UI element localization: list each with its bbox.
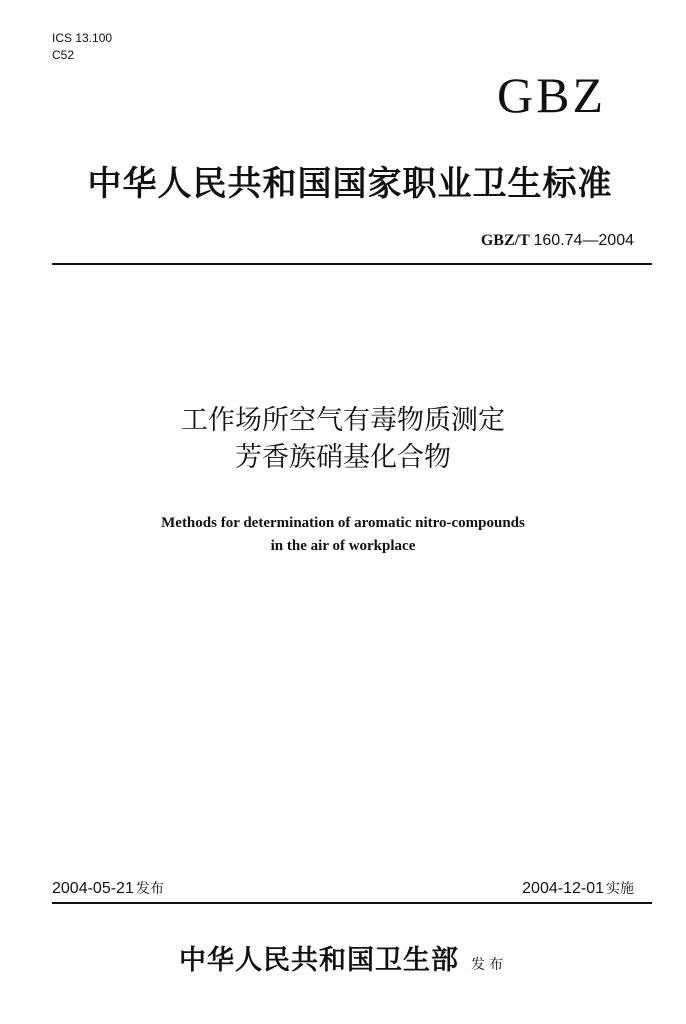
issue-date (52, 878, 164, 898)
issue-label: 发布 (135, 881, 164, 897)
implementation-label: 实施 (606, 881, 634, 897)
classification-codes (52, 30, 112, 64)
publisher-action: 发布 (471, 957, 507, 973)
publisher-org: 中华人民共和国卫生部 (179, 945, 459, 976)
standard-category-title: 中华人民共和国国家职业卫生标准 (87, 164, 613, 204)
title-cn-line-2: 芳香族硝基化合物 (235, 442, 451, 473)
title-en-line-1: Methods for determination of aromatic nitro-compounds (161, 515, 525, 531)
gbz-logo: GBZ (497, 67, 606, 123)
issue-date-value: 2004-05-21 (52, 880, 134, 897)
document-title-english (60, 512, 626, 558)
title-cn-line-1: 工作场所空气有毒物质测定 (181, 405, 505, 436)
top-divider (52, 263, 652, 265)
document-title-chinese (60, 402, 626, 476)
standard-number (481, 232, 634, 250)
ccs-code: C52 (52, 48, 75, 62)
publisher (40, 938, 646, 977)
standard-number-prefix: GBZ/T (480, 232, 530, 249)
implementation-date (522, 878, 634, 898)
ics-code: ICS 13.100 (52, 31, 113, 45)
title-en-line-2: in the air of workplace (270, 538, 416, 554)
bottom-divider (52, 902, 652, 904)
implementation-date-value: 2004-12-01 (522, 880, 604, 897)
standard-number-value: 160.74—2004 (533, 232, 634, 249)
